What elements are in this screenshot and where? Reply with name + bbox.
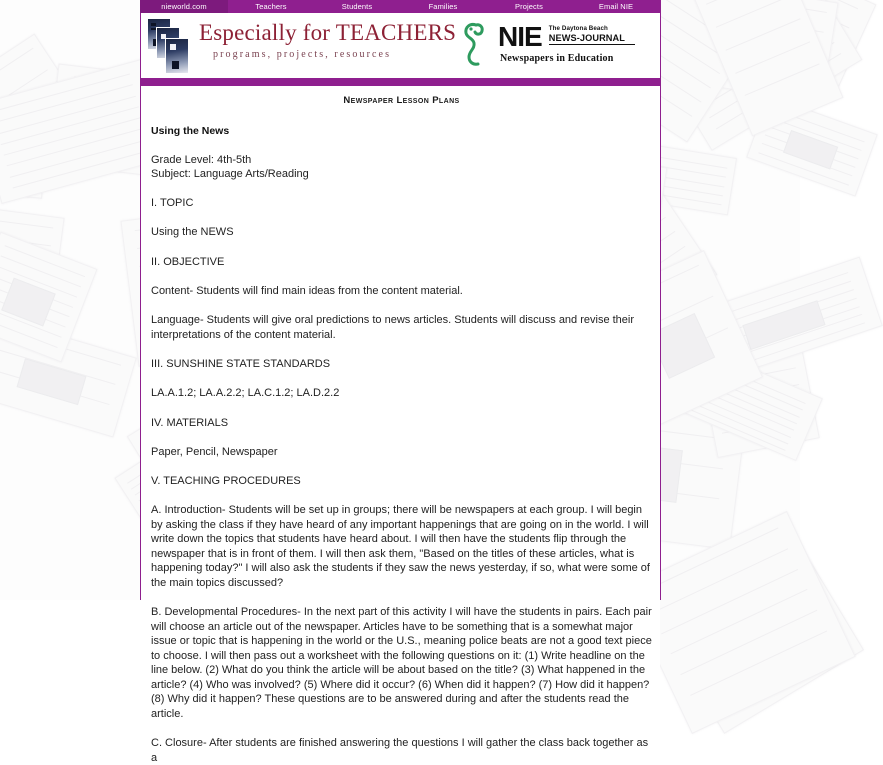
section-paragraph: Using the NEWS xyxy=(151,226,234,238)
nie-swirl-icon xyxy=(462,21,502,67)
section-paragraph: C. Closure- After students are finished answering the questions I will gather the class back together as a xyxy=(151,737,649,764)
nie-newsjournal-line: NEWS-JOURNAL xyxy=(548,33,625,43)
purple-divider xyxy=(141,78,660,86)
section-paragraph: Language- Students will give oral predictions to news articles. Students will discuss and revise their interpretations of the content material. xyxy=(151,314,635,341)
nav-item-students[interactable]: Students xyxy=(341,2,373,11)
section-heading: I. TOPIC xyxy=(151,197,194,209)
nie-journal-block xyxy=(549,25,635,45)
nie-logotype xyxy=(498,23,635,64)
nav-item-teachers[interactable]: Teachers xyxy=(255,2,287,11)
nie-underline-rule xyxy=(549,44,635,45)
nav-item-nieworld-com[interactable]: nieworld.com xyxy=(140,0,228,13)
nie-daytona-line: The Daytona Beach xyxy=(548,25,608,32)
section-paragraph: Paper, Pencil, Newspaper xyxy=(151,445,278,458)
nav-item-email-nie[interactable]: Email NIE xyxy=(598,2,634,11)
nie-logo[interactable] xyxy=(462,19,650,73)
banner-title: Especially for TEACHERS xyxy=(199,20,457,45)
section-heading: III. SUNSHINE STATE STANDARDS xyxy=(151,358,331,370)
section-heading: V. TEACHING PROCEDURES xyxy=(151,475,301,487)
nav-item-projects[interactable]: Projects xyxy=(515,2,543,11)
section-heading: II. OBJECTIVE xyxy=(151,255,225,268)
lesson-sections xyxy=(151,196,652,765)
lesson-title: Using the News xyxy=(151,125,230,137)
lesson-meta xyxy=(151,153,652,181)
lesson-plan-document xyxy=(141,86,660,765)
section-heading: IV. MATERIALS xyxy=(151,416,229,429)
grade-level: Grade Level: 4th-5th xyxy=(151,154,252,166)
subject: Subject: Language Arts/Reading xyxy=(151,168,309,180)
section-paragraph: B. Developmental Procedures- In the next part of this activity I will have the students in pairs. Each pair will choose an article out of the newspaper. Articles have to be something that is a somewhat major issue or topic that is happening in the world or the U.S., meaning police beats are not a good text piece to choose. I will then pass out a worksheet with the following questions on it: (1) Write headline on the line below. (2) What do you think the article will be about based on the title? (3) What happened in the article? (4) Who was involved? (5) Where did it occur? (6) When did it happen? (7) How did it happen? (8) Why did it happen? These questions are to be answered during and after the students read the article. xyxy=(151,606,652,720)
nie-education-line: Newspapers in Education xyxy=(500,53,614,64)
teacher-photo-collage-icon xyxy=(147,18,191,74)
site-navbar xyxy=(140,0,660,13)
nie-letters: NIE xyxy=(498,21,542,52)
site-banner xyxy=(141,13,660,78)
section-paragraph: A. Introduction- Students will be set up in groups; there will be newspapers at each group. I will begin by asking the class if they have heard of any important happenings that are going on in the world. I will write down the topics that students have heard about. I will then have the students flip through the newspaper that is in front of them. I will then ask them, "Based on the titles of these articles, what is happening today?" I will also ask the students if they saw the news yesterday, if so, what were some of the main topics discussed? xyxy=(151,504,650,589)
banner-tagline: programs, projects, resources xyxy=(213,49,392,60)
section-paragraph: LA.A.1.2; LA.A.2.2; LA.C.1.2; LA.D.2.2 xyxy=(151,387,340,399)
page-title: Newspaper Lesson Plans xyxy=(343,95,460,106)
banner-text-block xyxy=(199,21,456,60)
section-paragraph: Content- Students will find main ideas from the content material. xyxy=(151,284,463,297)
nav-item-families[interactable]: Families xyxy=(428,2,458,11)
